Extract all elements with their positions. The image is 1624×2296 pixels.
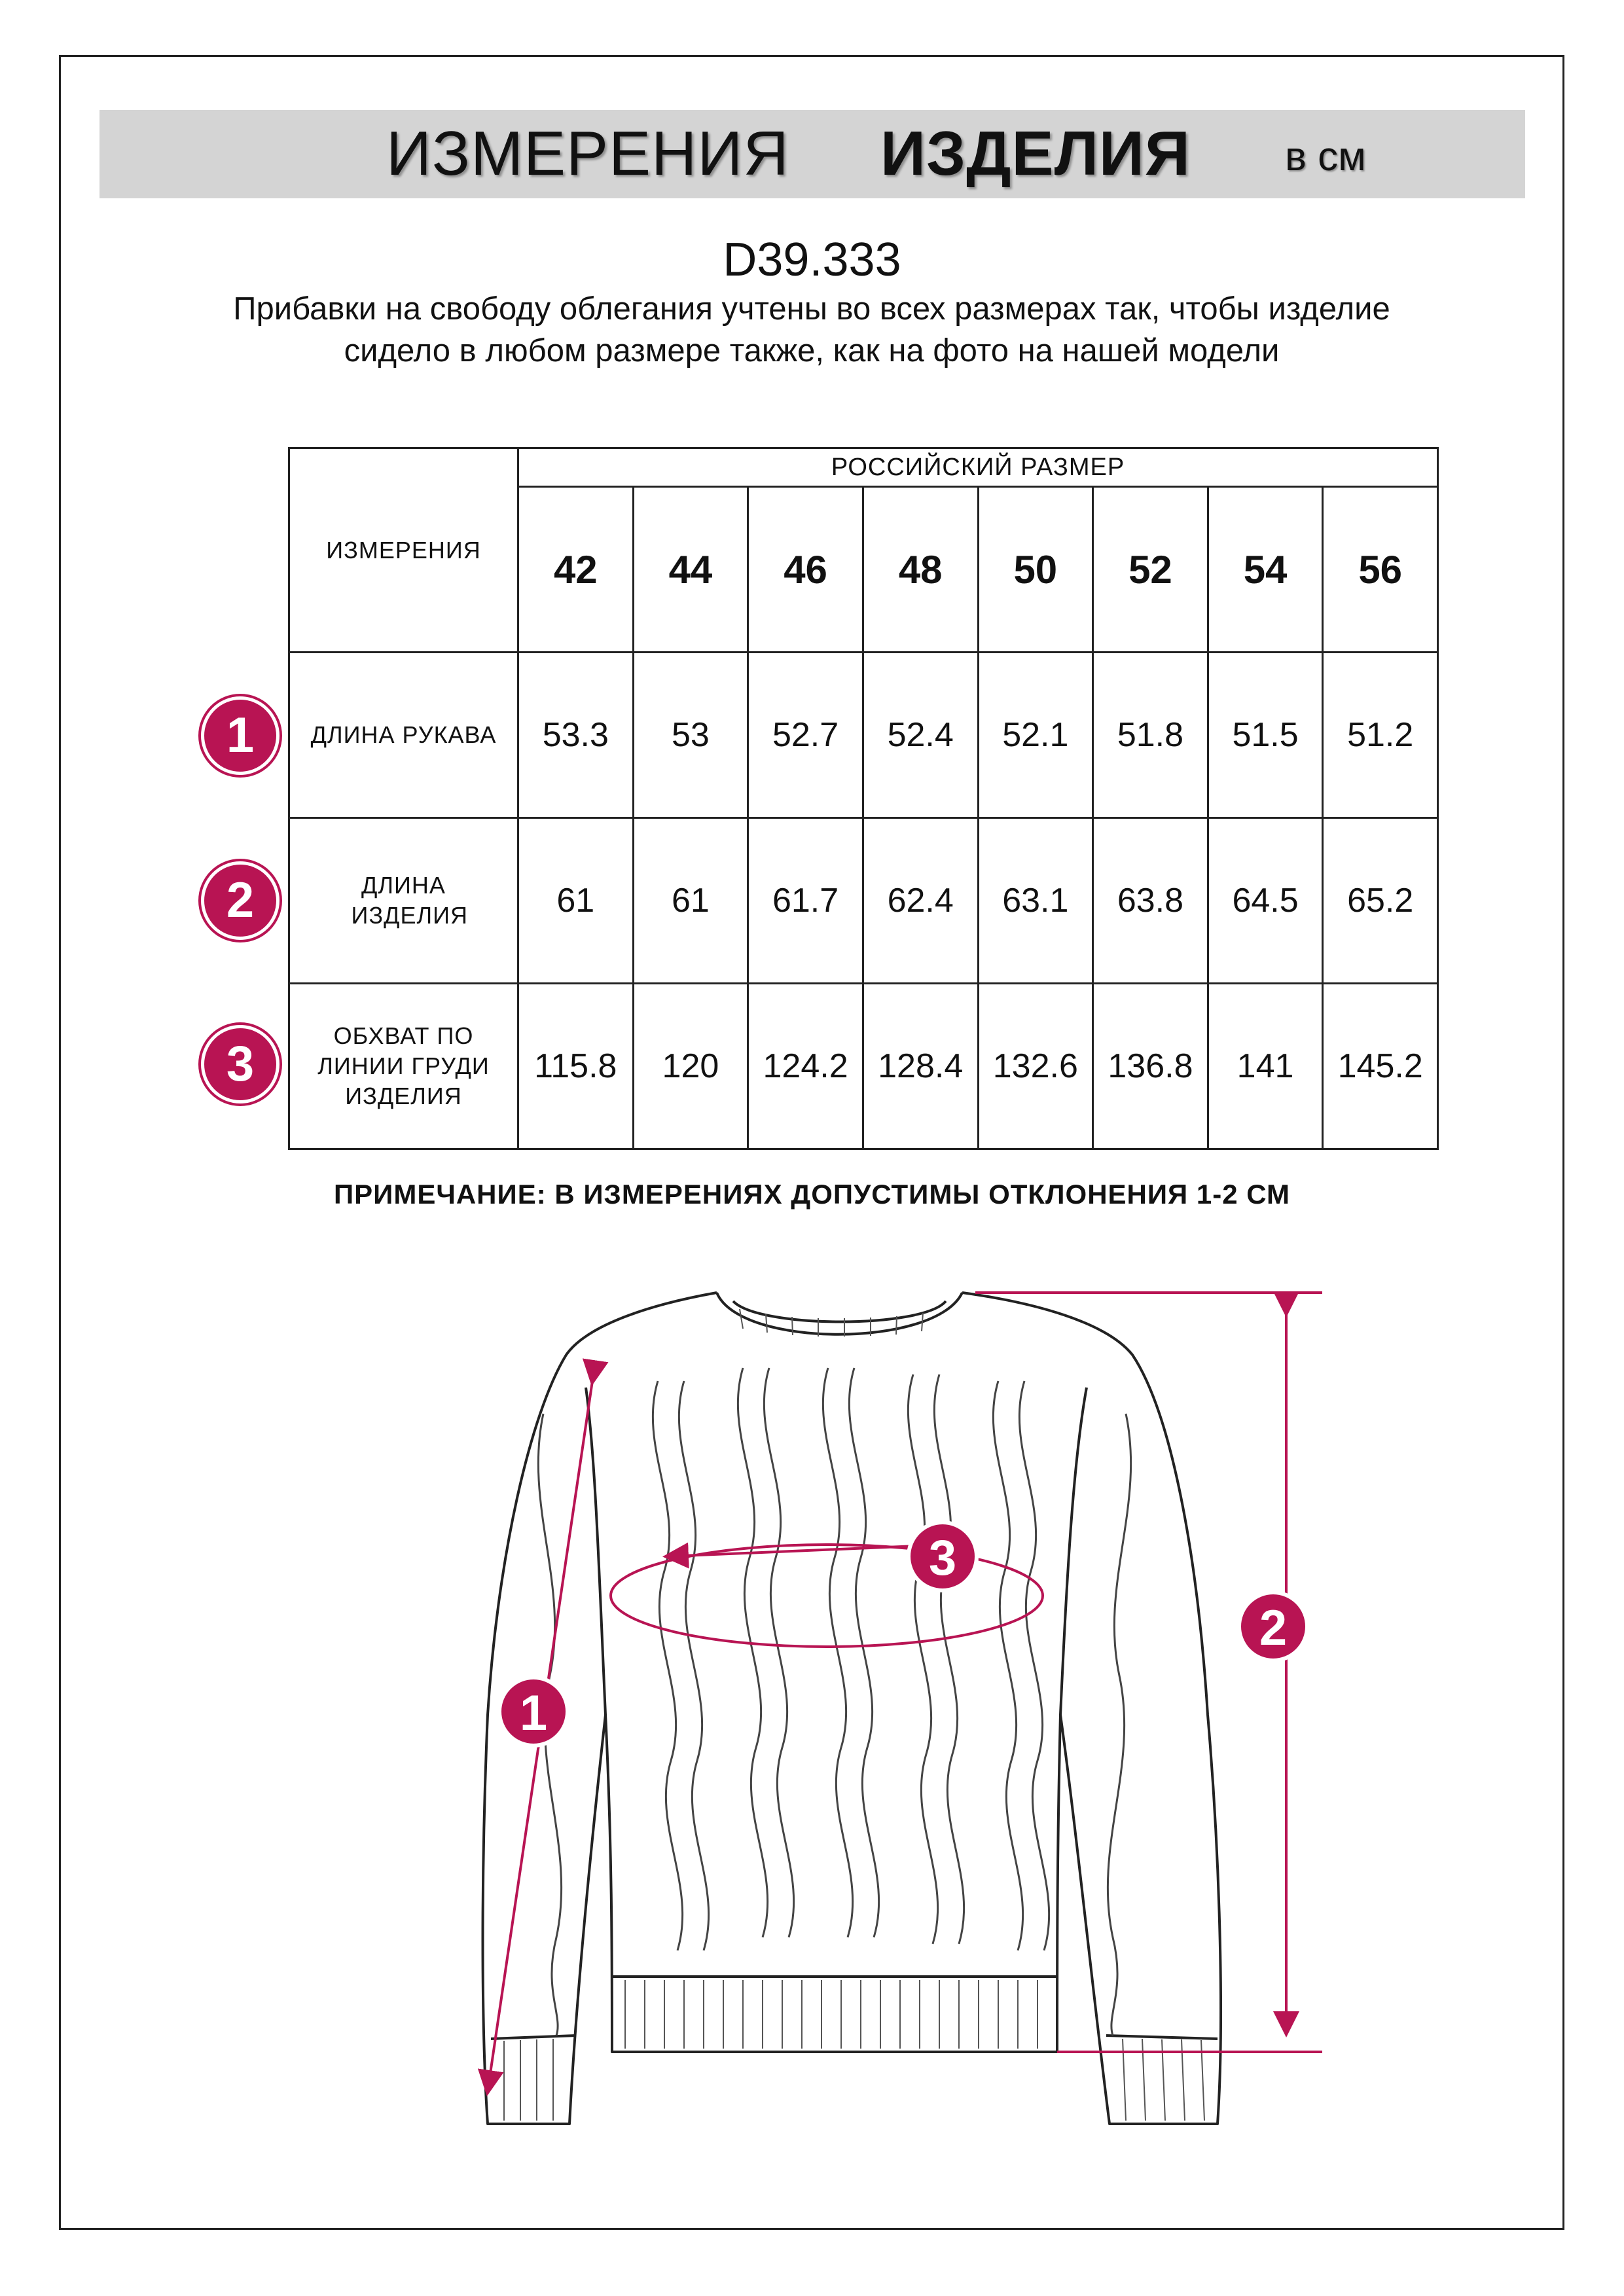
cable-knit-pattern (538, 1368, 1130, 2036)
table-cell: 124.2 (748, 984, 863, 1149)
table-cell: 53 (633, 653, 748, 818)
table-cell: 61 (518, 818, 634, 984)
table-cell: 61 (633, 818, 748, 984)
table-cell: 65.2 (1323, 818, 1438, 984)
table-cell: 52.4 (863, 653, 978, 818)
size-44: 44 (633, 487, 748, 653)
sizes-header: РОССИЙСКИЙ РАЗМЕР (518, 448, 1438, 487)
row-label-text: ДЛИНА ИЗДЕЛИЯ (351, 872, 469, 929)
units-label: в см (1285, 134, 1366, 179)
table-cell: 64.5 (1208, 818, 1323, 984)
product-code: D39.333 (723, 234, 901, 286)
table-cell: 51.2 (1323, 653, 1438, 818)
marker-1-label: 1 (519, 1685, 548, 1741)
table-cell: 51.8 (1093, 653, 1208, 818)
row-label-sleeve-length: ДЛИНА РУКАВА (289, 653, 518, 818)
size-50: 50 (978, 487, 1093, 653)
page-title-product: ИЗДЕЛИЯ (880, 118, 1191, 188)
table-cell: 120 (633, 984, 748, 1149)
size-56: 56 (1323, 487, 1438, 653)
table-cell: 132.6 (978, 984, 1093, 1149)
table-cell: 63.8 (1093, 818, 1208, 984)
measurements-header: ИЗМЕРЕНИЯ (289, 448, 518, 653)
size-54: 54 (1208, 487, 1323, 653)
table-cell: 62.4 (863, 818, 978, 984)
row-badge-2: 2 (201, 861, 280, 940)
table-cell: 51.5 (1208, 653, 1323, 818)
diagram-marker-2 (1239, 1592, 1307, 1660)
table-cell: 136.8 (1093, 984, 1208, 1149)
table-cell: 52.7 (748, 653, 863, 818)
row-badge-1: 1 (201, 696, 280, 775)
table-cell: 63.1 (978, 818, 1093, 984)
table-cell: 145.2 (1323, 984, 1438, 1149)
size-52: 52 (1093, 487, 1208, 653)
diagram-marker-3 (909, 1522, 977, 1590)
table-cell: 128.4 (863, 984, 978, 1149)
diagram-marker-1 (499, 1677, 568, 1746)
table-cell: 141 (1208, 984, 1323, 1149)
row-label-text: ОБХВАТ ПО ЛИНИИ ГРУДИ ИЗДЕЛИЯ (317, 1022, 490, 1109)
page-title-measurements: ИЗМЕРЕНИЯ (386, 118, 789, 188)
intro-text: Прибавки на свободу облегания учтены во всех размерах так, чтобы изделие сидело в любом размере также, как на фото на нашей модели (233, 291, 1390, 368)
size-42: 42 (518, 487, 634, 653)
size-48: 48 (863, 487, 978, 653)
tolerance-note: ПРИМЕЧАНИЕ: В ИЗМЕРЕНИЯХ ДОПУСТИМЫ ОТКЛОНЕНИЯ 1-2 СМ (333, 1179, 1291, 1210)
table-cell: 115.8 (518, 984, 634, 1149)
marker-2-label: 2 (1259, 1600, 1288, 1656)
marker-3-label: 3 (928, 1530, 957, 1586)
rib-texture (504, 1309, 1204, 2121)
size-46: 46 (748, 487, 863, 653)
sweater-outline (483, 1293, 1221, 2124)
row-badge-3: 3 (201, 1025, 280, 1103)
table-cell: 61.7 (748, 818, 863, 984)
table-cell: 53.3 (518, 653, 634, 818)
table-cell: 52.1 (978, 653, 1093, 818)
